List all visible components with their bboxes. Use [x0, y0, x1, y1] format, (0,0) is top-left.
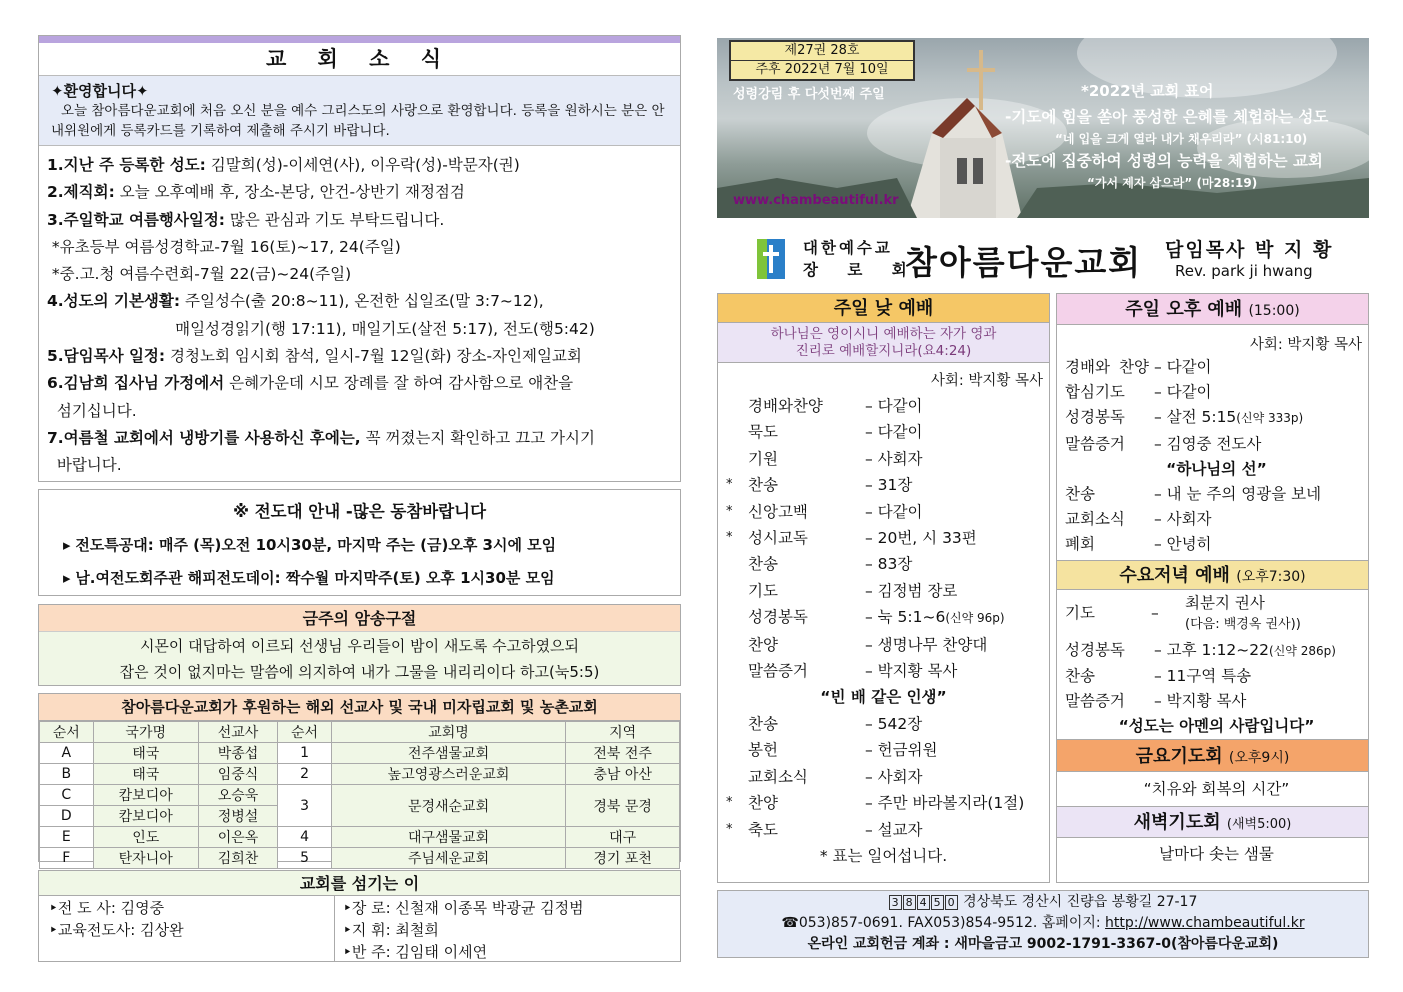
am-order-name: 기도: [748, 581, 778, 600]
motto-quote-2: “가서 제자 삼으라” (마28:19): [1087, 176, 1258, 190]
fri-time: (오후9시): [1228, 750, 1290, 767]
church-name-cell: 전주샘물교회: [331, 743, 565, 764]
dawn-theme: 날마다 솟는 샘물: [1159, 845, 1274, 864]
news-item: [47, 288, 674, 315]
pm-order-item: [1057, 482, 1368, 507]
zip-digit: 8: [903, 895, 916, 910]
missionary-name-cell: 이은옥: [198, 827, 277, 848]
wed-prayer-leader: 최분지 권사: [1185, 593, 1265, 612]
news-item: [47, 343, 674, 370]
am-order-item: [726, 790, 1049, 816]
evangelism-row-1: ▸ 전도특공대: 매주 (목)오전 10시30분, 마지막 주는 (금)오후 3시에 모임: [63, 536, 557, 554]
am-order-value: – 542장: [864, 714, 923, 733]
missions-section: [38, 693, 681, 867]
wed-order-value: – 11구역 특송: [1153, 666, 1252, 685]
footer-phone: ☎053)857-0691. FAX053)854-9512. 홈페이지:: [781, 915, 1101, 931]
am-verse-line-1: 하나님은 영이시니 예배하는 자가 영과: [770, 326, 997, 342]
welcome-text: 오늘 참아름다운교회에 처음 오신 분을 예수 그리스도의 사랑으로 환영합니다. 등록을 원하시는 분은 안내위원에게 등록카드를 기록하여 제출해 주시기 바랍니다.: [51, 103, 665, 139]
table-header-cell: 국가명: [93, 722, 198, 743]
wed-order-name: 찬송: [1065, 666, 1095, 685]
sunday-morning-worship: [717, 293, 1050, 883]
news-item: [47, 152, 674, 179]
news-item-heading: 6.김남희 집사님 가정에서: [47, 374, 225, 393]
wed-order-name: 말씀증거: [1065, 692, 1125, 711]
pm-order-item: [1057, 432, 1368, 457]
am-order-name: 기원: [748, 449, 778, 468]
news-item-text: *중.고.청 여름수련회-7월 22(금)~24(주일): [47, 265, 352, 284]
missionary-name-cell: 정병설: [198, 806, 277, 827]
am-order-name: 찬송: [748, 714, 778, 733]
am-order-item: [726, 525, 1049, 551]
am-order-item: [748, 737, 1049, 763]
am-order-item: [726, 499, 1049, 525]
news-item-text: 매일성경읽기(행 17:11), 매일기도(살전 5:17), 전도(행5:42): [47, 319, 595, 338]
am-order-item: [748, 551, 1049, 577]
news-item-text: 오늘 오후예배 후, 장소-본당, 안건-상반기 재정점검: [114, 183, 465, 202]
news-title: 교 회 소 식: [39, 43, 680, 76]
news-item-heading: 4.성도의 기본생활:: [47, 292, 181, 311]
am-order-value: – 눅 5:1~6: [864, 608, 946, 627]
table-header-cell: 순서: [278, 722, 332, 743]
pm-order-name: 말씀증거: [1065, 434, 1125, 453]
missionary-name-cell: 오승욱: [198, 785, 277, 806]
news-item: [47, 452, 674, 479]
church-order-cell: 3: [278, 785, 332, 827]
news-item: [47, 316, 674, 343]
dawn-title-text: 새벽기도회: [1133, 812, 1221, 834]
news-item-text: 은혜가운데 시모 장례를 잘 하여 감사함으로 애찬을: [224, 374, 574, 393]
footer-address-line: [718, 892, 1368, 913]
pm-order-name: 찬송: [1065, 485, 1095, 504]
zip-digit: 3: [889, 895, 902, 910]
wed-title: [1057, 560, 1368, 590]
memory-verse-line-1: 시몬이 대답하여 이르되 선생님 우리들이 밤이 새도록 수고하였으되: [139, 637, 580, 655]
pm-order-name: 폐회: [1065, 535, 1095, 554]
wed-order-item: [1057, 664, 1368, 689]
am-order-name: 찬송: [748, 476, 778, 495]
memory-verse-section: [38, 604, 681, 686]
am-order-item: [748, 632, 1049, 658]
homepage-link[interactable]: http://www.chambeautiful.kr: [1105, 915, 1305, 931]
region-cell: 충남 아산: [566, 764, 680, 785]
pm-order-value: – 김영중 전도사: [1153, 434, 1262, 453]
denomination-line-2: 장 로 회: [803, 261, 919, 279]
country-cell: 탄자니아: [93, 848, 198, 869]
news-item: [47, 179, 674, 206]
am-host: 사회: 박지황 목사: [930, 373, 1043, 389]
senior-pastor: 담임목사 박 지 황: [1165, 239, 1334, 261]
am-order-value: – 설교자: [864, 820, 923, 839]
missionary-order-cell: D: [40, 806, 94, 827]
table-header-row: [40, 722, 680, 743]
news-item-text: 바랍니다.: [47, 456, 122, 475]
wed-order-item: [1057, 638, 1368, 664]
news-item-heading: 3.주일학교 여름행사일정:: [47, 210, 225, 229]
am-order-value: – 다같이: [864, 502, 923, 521]
welcome-title: ✦환영합니다✦: [51, 82, 149, 100]
am-verse: [718, 323, 1049, 363]
staff-evangelist: ‣전 도 사: 김영중: [49, 899, 165, 917]
table-header-cell: 교회명: [331, 722, 565, 743]
am-order-ref: (신약 96p): [945, 611, 1005, 626]
missionary-name-cell: 임중식: [198, 764, 277, 785]
am-standing-mark: *: [726, 477, 733, 493]
pm-title-text: 주일 오후 예배: [1125, 299, 1243, 320]
am-order-item: [748, 604, 1049, 631]
footer-account: 온라인 교회헌금 계좌 : 새마을금고 9002-1791-3367-0(참아름다운교회): [807, 936, 1279, 952]
am-order-item: [748, 658, 1049, 684]
pm-order-value: – 안녕히: [1153, 535, 1212, 554]
news-item-heading: 7.여름철 교회에서 냉방기를 사용하신 후에는,: [47, 428, 361, 447]
pm-order-name: 합심기도: [1065, 383, 1125, 402]
staff-conductor: ‣지 휘: 최철희: [343, 921, 439, 939]
motto-title: *2022년 교회 표어: [1081, 82, 1214, 100]
motto-line-1: -기도에 힘을 쏟아 풍성한 은혜를 체험하는 성도: [1005, 108, 1329, 126]
am-verse-line-2: 진리로 예배할지니라(요4:24): [795, 343, 972, 359]
am-order-item: [748, 711, 1049, 737]
am-order-value: – 사회자: [864, 767, 923, 786]
am-order-value: – 사회자: [864, 449, 923, 468]
table-header-cell: 지역: [566, 722, 680, 743]
missionary-name-cell: 박종섭: [198, 743, 277, 764]
am-order-value: – 헌금위원: [864, 741, 938, 760]
news-item-text: 많은 관심과 기도 부탁드립니다.: [225, 210, 445, 229]
wed-time: (오후7:30): [1236, 568, 1306, 585]
fri-theme: “치유와 회복의 시간”: [1143, 780, 1290, 799]
am-order-name: 봉헌: [748, 741, 778, 760]
evangelism-row-2: ▸ 남.여전도회주관 해피전도데이: 짝수월 마지막주(토) 오후 1시30분 모임: [63, 569, 555, 587]
wed-order-ref: (신약 286p): [1269, 643, 1336, 658]
region-cell: 경기 포천: [566, 848, 680, 869]
am-order-name: 찬양: [748, 794, 778, 813]
table-row: [40, 848, 680, 869]
wed-prayer-label: 기도: [1065, 603, 1095, 622]
church-order-cell: 5: [278, 848, 332, 869]
senior-pastor-english: Rev. park ji hwang: [1175, 262, 1313, 280]
zip-digit: 5: [931, 895, 944, 910]
am-order-value: – 20번, 시 33편: [864, 529, 977, 548]
wed-order-name: 성경봉독: [1065, 640, 1125, 659]
pm-order-item: [1057, 380, 1368, 405]
dawn-time: (새벽5:00): [1226, 817, 1292, 833]
pm-order-item: [1057, 532, 1368, 557]
am-order-value: – 생명나무 찬양대: [864, 635, 988, 654]
denomination: [803, 237, 919, 281]
am-order-value: – 83장: [864, 555, 913, 574]
am-sermon-title: “빈 배 같은 인생”: [820, 688, 947, 707]
staff-title: 교회를 섬기는 이: [39, 871, 680, 896]
pm-host: 사회: 박지황 목사: [1249, 337, 1362, 353]
am-order-item: [748, 578, 1049, 604]
fri-title-text: 금요기도회: [1135, 746, 1223, 768]
am-standing-mark: *: [726, 530, 733, 546]
am-order-item: [748, 393, 1049, 419]
denomination-line-1: 대한예수교: [803, 239, 893, 257]
footer-contact: [717, 890, 1369, 958]
wed-sermon-title: “성도는 아멘의 사람입니다”: [1118, 717, 1315, 736]
news-item-text: 섬기십니다.: [47, 401, 137, 420]
am-order-item: [748, 446, 1049, 472]
table-row: [40, 764, 680, 785]
am-order-name: 찬양: [748, 635, 778, 654]
missions-title: 참아름다운교회가 후원하는 해외 선교사 및 국내 미자립교회 및 농촌교회: [39, 694, 680, 721]
banner-image: [717, 38, 1369, 218]
country-cell: 캄보디아: [93, 785, 198, 806]
zip-digit: 4: [917, 895, 930, 910]
wed-title-text: 수요저녁 예배: [1119, 564, 1230, 586]
missionary-order-cell: A: [40, 743, 94, 764]
country-cell: 인도: [93, 827, 198, 848]
dawn-title: [1057, 806, 1368, 838]
am-standing-note: * 표는 일어섭니다.: [819, 846, 948, 865]
footer-phone-line: [718, 913, 1368, 934]
am-order-name: 찬송: [748, 555, 778, 574]
motto-line-2: -전도에 집중하여 성령의 능력을 체험하는 교회: [1005, 152, 1323, 170]
staff-elders: ‣장 로: 신철재 이종목 박광균 김정범: [343, 899, 584, 917]
church-name: 참아름다운교회: [905, 243, 1143, 282]
am-order-name: 묵도: [748, 423, 778, 442]
am-order-item: [748, 419, 1049, 445]
evangelism-section: [38, 489, 681, 596]
fri-title: [1057, 739, 1368, 772]
news-item: [47, 370, 674, 397]
am-standing-mark: *: [726, 821, 733, 837]
pm-order-item: [1057, 405, 1368, 431]
pm-order-name: 경배와 찬양: [1065, 358, 1149, 376]
table-row: [40, 785, 680, 806]
pm-sermon-title: “하나님의 선”: [1166, 459, 1267, 478]
missionary-name-cell: 김희찬: [198, 848, 277, 869]
am-order-value: – 박지황 목사: [864, 662, 958, 681]
pm-order-value: – 다같이: [1153, 358, 1212, 376]
evangelism-row-2-text: 남.여전도회주관 해피전도데이: 짝수월 마지막주(토) 오후 1시30분 모임: [75, 569, 555, 587]
table-header-cell: 순서: [40, 722, 94, 743]
pm-order-name: 성경봉독: [1065, 408, 1125, 427]
pm-order-ref: (신약 333p): [1236, 411, 1304, 426]
am-order-value: – 31장: [864, 476, 913, 495]
news-item-heading: 5.담임목사 일정:: [47, 347, 166, 366]
news-item: [47, 398, 674, 425]
other-services: [1056, 293, 1369, 883]
staff-accompanist: ‣반 주: 김임태 이세연: [343, 943, 488, 961]
pm-order-value: – 살전 5:15: [1153, 408, 1237, 427]
staff-section: [38, 870, 681, 962]
missionary-order-cell: C: [40, 785, 94, 806]
wed-prayer-next: (다음: 백경옥 권사)): [1185, 616, 1301, 632]
missionary-order-cell: B: [40, 764, 94, 785]
region-cell: 대구: [566, 827, 680, 848]
welcome-box: [39, 76, 680, 146]
am-order-item: [748, 764, 1049, 790]
memory-verse-title: 금주의 암송구절: [39, 605, 680, 632]
evangelism-title: ※ 전도대 안내 -많은 동참바랍니다: [232, 502, 487, 521]
am-order-value: – 다같이: [864, 397, 923, 415]
pm-title: [1057, 294, 1368, 325]
memory-verse-line-2: 잡은 것이 없지마는 말씀에 의지하여 내가 그물을 내리리이다 하고(눅5:5): [119, 663, 600, 681]
pm-order-value: – 다같이: [1153, 383, 1212, 402]
pm-order-value: – 내 눈 주의 영광을 보네: [1153, 485, 1322, 504]
church-order-cell: 4: [278, 827, 332, 848]
am-order-value: – 김정범 장로: [864, 581, 958, 600]
am-order-name: 경배와찬양: [748, 397, 823, 415]
pm-order-value: – 사회자: [1153, 510, 1212, 529]
pm-time: (15:00): [1248, 303, 1300, 319]
pm-order-name: 교회소식: [1065, 510, 1125, 529]
church-order-cell: 1: [278, 743, 332, 764]
wed-order-item: [1057, 689, 1368, 714]
staff-edu-evangelist: ‣교육전도사: 김상완: [49, 921, 184, 939]
country-cell: 태국: [93, 743, 198, 764]
missionary-order-cell: E: [40, 827, 94, 848]
liturgical-sunday: 성령강림 후 다섯번째 주일: [733, 87, 885, 102]
evangelism-row-1-text: 전도특공대: 매주 (목)오전 10시30분, 마지막 주는 (금)오후 3시에 모임: [75, 536, 557, 554]
church-order-cell: 2: [278, 764, 332, 785]
am-standing-mark: *: [726, 503, 733, 519]
issue-number: 제27권 28호: [731, 42, 913, 61]
news-top-bar: [39, 36, 680, 43]
am-order-value: – 다같이: [864, 423, 923, 442]
news-item-text: 주일성수(출 20:8~11), 온전한 십일조(말 3:7~12),: [180, 292, 544, 311]
church-name-cell: 높고영광스러운교회: [331, 764, 565, 785]
am-order-name: 성시교독: [748, 529, 808, 548]
wed-order-value: – 고후 1:12~22: [1153, 640, 1270, 659]
news-item: [47, 207, 674, 234]
am-order-name: 교회소식: [748, 767, 808, 786]
motto-quote-1: “네 입을 크게 열라 내가 채우리라” (시81:10): [1055, 132, 1308, 146]
news-item-text: *유초등부 여름성경학교-7월 16(토)~17, 24(주일): [47, 237, 401, 256]
missionary-order-cell: F: [40, 848, 94, 869]
am-order-name: 신앙고백: [748, 502, 808, 521]
am-standing-mark: *: [726, 795, 733, 811]
country-cell: 태국: [93, 764, 198, 785]
news-item-heading: 1.지난 주 등록한 성도:: [47, 156, 206, 174]
news-item-heading: 2.제직회:: [47, 183, 115, 202]
church-logo-icon: [757, 239, 785, 279]
footer-address: 경상북도 경산시 진량읍 봉황길 27-17: [963, 894, 1198, 910]
news-item: [47, 425, 674, 452]
news-item-text: 김말희(성)-이세연(사), 이우락(성)-박문자(권): [205, 156, 520, 174]
news-item-text: 꼭 꺼졌는지 확인하고 끄고 가시기: [360, 428, 595, 447]
table-row: [40, 827, 680, 848]
wed-order-value: – 박지황 목사: [1153, 692, 1247, 711]
table-row: [40, 743, 680, 764]
church-header: [717, 225, 1369, 287]
church-name-cell: 주님세운교회: [331, 848, 565, 869]
am-order-name: 말씀증거: [748, 662, 808, 681]
country-cell: 캄보디아: [93, 806, 198, 827]
news-item: [47, 261, 674, 288]
region-cell: 전북 전주: [566, 743, 680, 764]
news-item: [47, 234, 674, 261]
am-title: 주일 낮 예배: [718, 294, 1049, 323]
issue-date: 주후 2022년 7월 10일: [731, 61, 913, 79]
table-header-cell: 선교사: [198, 722, 277, 743]
missions-table: [39, 721, 680, 869]
news-list: [39, 146, 680, 480]
news-item-text: 경청노회 임시회 참석, 일시-7월 12일(화) 장소-자인제일교회: [165, 347, 582, 366]
banner-website[interactable]: www.chambeautiful.kr: [733, 193, 899, 208]
pm-order-item: [1057, 507, 1368, 532]
zip-digit: 0: [945, 895, 958, 910]
zip-code: [889, 894, 959, 910]
church-name-cell: 문경새순교회: [331, 785, 565, 827]
am-order-name: 축도: [748, 820, 778, 839]
region-cell: 경북 문경: [566, 785, 680, 827]
church-name-cell: 대구샘물교회: [331, 827, 565, 848]
am-order-item: [726, 817, 1049, 843]
am-order-name: 성경봉독: [748, 608, 808, 627]
wed-prayer-row: 기도 – 최분지 권사 (다음: 백경옥 권사)): [1057, 590, 1368, 638]
am-order-item: [726, 472, 1049, 498]
am-order-value: – 주만 바라볼지라(1절): [864, 794, 1025, 813]
pm-order-item: [1057, 355, 1368, 380]
issue-info-box: [729, 40, 915, 81]
church-news-section: [38, 35, 681, 482]
